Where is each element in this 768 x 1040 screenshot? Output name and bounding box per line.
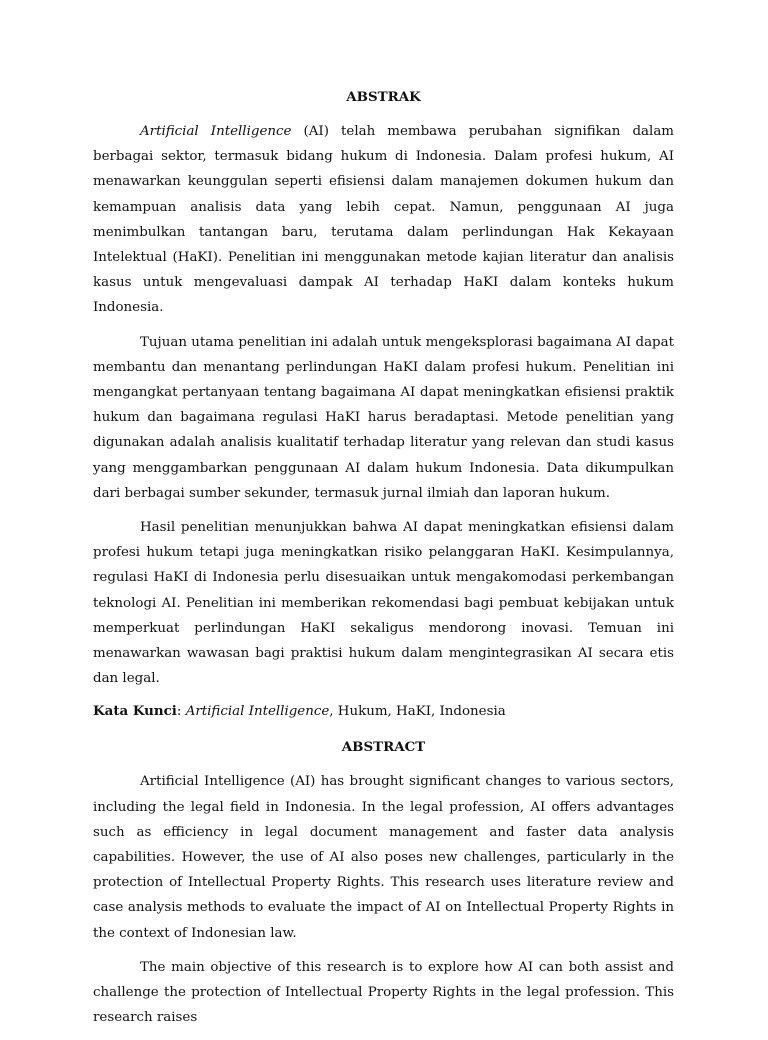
abstract-heading: ABSTRACT xyxy=(341,739,426,756)
abstrak-paragraph-3: Hasil penelitian menunjukkan bahwa AI dapat meningkatkan efisiensi dalam profesi hukum tetapi juga meningkatkan risiko pelanggaran HaKI. Kesimpulannya, regulasi HaKI di Indonesia perlu disesuaikan untuk mengakomodasi perkembangan teknologi AI. Penelitian ini memberikan rekomendasi bagi pembuat kebijakan untuk memperkuat perlindungan HaKI sekaligus mendorong inovasi. Temuan ini menawarkan wawasan bagi praktisi hukum dalam mengintegrasikan AI secara etis dan legal. xyxy=(93,520,674,687)
abstrak-ai-term: Artificial Intelligence xyxy=(140,124,292,139)
kata-kunci-rest: , Hukum, HaKI, Indonesia xyxy=(329,704,506,720)
kata-kunci-label: Kata Kunci xyxy=(93,703,177,720)
abstrak-paragraph-2: Tujuan utama penelitian ini adalah untuk mengeksplorasi bagaimana AI dapat membantu dan menantang perlindungan HaKI dalam profesi hukum. Penelitian ini mengangkat pertanyaan tentang bagaimana AI dapat meningkatkan efisiensi praktik hukum dan bagaimana regulasi HaKI harus beradaptasi. Metode penelitian yang digunakan adalah analisis kualitatif terhadap literatur yang relevan dan studi kasus yang menggambarkan penggunaan AI dalam hukum Indonesia. Data dikumpulkan dari berbagai sumber sekunder, termasuk jurnal ilmiah dan laporan hukum. xyxy=(93,334,674,501)
abstrak-paragraph-1-text: (AI) telah membawa perubahan signifikan dalam berbagai sektor, termasuk bidang hukum di Indonesia. Dalam profesi hukum, AI menawarkan keunggulan seperti efisiensi dalam manajemen dokumen hukum dan kemampuan analisis data yang lebih cepat. Namun, penggunaan AI juga menimbulkan tantangan baru, terutama dalam perlindungan Hak Kekayaan Intelektual (HaKI). Penelitian ini menggunakan metode kajian literatur dan analisis kasus untuk mengevaluasi dampak AI terhadap HaKI dalam konteks hukum Indonesia. xyxy=(93,124,674,316)
abstrak-paragraph-1 xyxy=(93,119,674,321)
kata-kunci-separator: : xyxy=(176,704,186,720)
document-page xyxy=(93,86,674,1040)
kata-kunci-line xyxy=(93,700,674,723)
kata-kunci-ai: Artificial Intelligence xyxy=(185,704,330,720)
abstract-paragraph-1: Artificial Intelligence (AI) has brought significant changes to various sectors, including the legal field in Indonesia. In the legal profession, AI offers advantages such as efficiency in legal document management and faster data analysis capabilities. However, the use of AI also poses new challenges, particularly in the protection of Intellectual Property Rights. This research uses literature review and case analysis methods to evaluate the impact of AI on Intellectual Property Rights in the context of Indonesian law. xyxy=(93,774,674,941)
abstrak-heading: ABSTRAK xyxy=(346,89,421,105)
abstract-paragraph-2: The main objective of this research is to explore how AI can both assist and challenge the protection of Intellectual Property Rights in the legal profession. This research raises xyxy=(93,959,674,1026)
